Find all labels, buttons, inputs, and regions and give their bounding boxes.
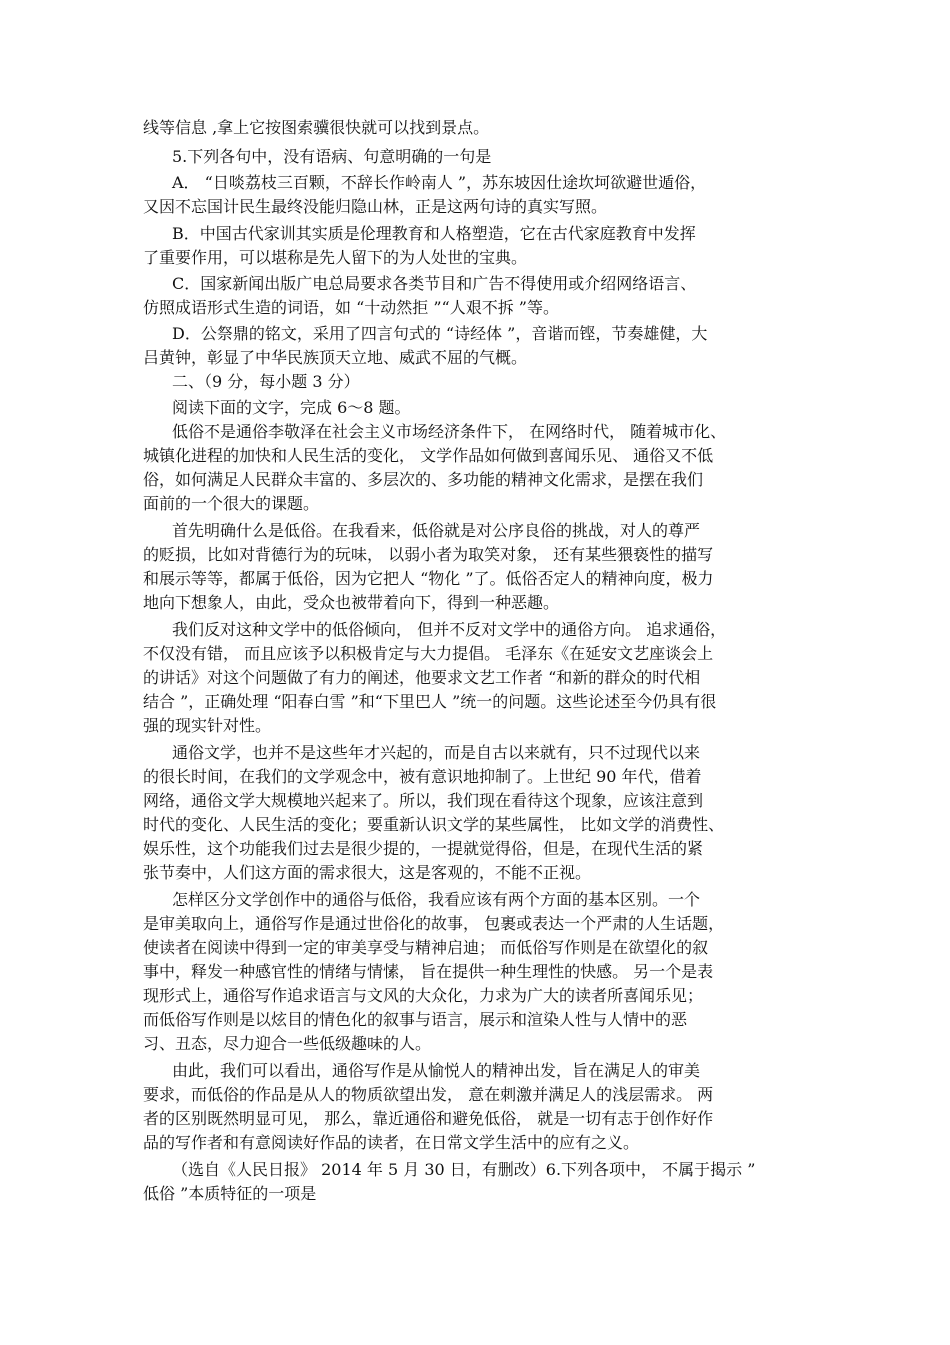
option-a-line-2: 又因不忘国计民生最终没能归隐山林，正是这两句诗的真实写照。 bbox=[143, 197, 608, 216]
passage-line: 俗，如何满足人民群众丰富的、多层次的、多功能的精神文化需求，是摆在我们 bbox=[143, 470, 704, 489]
passage-line: 怎样区分文学创作中的通俗与低俗，我看应该有两个方面的基本区别。一个 bbox=[172, 890, 701, 909]
question-6-stem: 低俗 ”本质特征的一项是 bbox=[143, 1184, 317, 1203]
passage-line: 网络，通俗文学大规模地兴起来了。所以，我们现在看待这个现象，应该注意到 bbox=[143, 791, 704, 810]
passage-line: 时代的变化、人民生活的变化；要重新认识文学的某些属性， 比如文学的消费性、 bbox=[143, 815, 725, 834]
passage-line: 面前的一个很大的课题。 bbox=[143, 494, 320, 513]
passage-line: 城镇化进程的加快和人民生活的变化， 文学作品如何做到喜闻乐见、 通俗又不低 bbox=[143, 446, 714, 465]
option-d-line-1: D．公祭鼎的铭文，采用了四言句式的 “诗经体 ”，音谐而铿，节奏雄健，大 bbox=[172, 324, 708, 343]
passage-line: 要求，而低俗的作品是从人的物质欲望出发， 意在刺激并满足人的浅层需求。 两 bbox=[143, 1085, 714, 1104]
passage-line: 事中，释发一种感官性的情绪与情愫， 旨在提供一种生理性的快感。 另一个是表 bbox=[143, 962, 714, 981]
passage-line: 而低俗写作则是以炫目的情色化的叙事与语言，展示和渲染人性与人情中的恶 bbox=[143, 1010, 688, 1029]
passage-line: 者的区别既然明显可见， 那么，靠近通俗和避免低俗， 就是一切有志于创作好作 bbox=[143, 1109, 714, 1128]
source-and-question-6: （选自《人民日报》 2014 年 5 月 30 日，有删改）6.下列各项中， 不属于揭示 ” bbox=[172, 1160, 756, 1179]
option-c-line-2: 仿照成语形式生造的词语，如 “十动然拒 ”“人艰不拆 ”等。 bbox=[143, 298, 559, 317]
passage-line: 我们反对这种文学中的低俗倾向， 但并不反对文学中的通俗方向。 追求通俗， bbox=[172, 620, 727, 639]
passage-line: 地向下想象人，由此，受众也被带着向下，得到一种恶趣。 bbox=[143, 593, 560, 612]
passage-line: 不仅没有错， 而且应该予以积极肯定与大力提倡。 毛泽东《在延安文艺座谈会上 bbox=[143, 644, 714, 663]
passage-line: 的讲话》对这个问题做了有力的阐述，他要求文艺工作者 “和新的群众的时代相 bbox=[143, 668, 701, 687]
passage-line: 品的写作者和有意阅读好作品的读者，在日常文学生活中的应有之义。 bbox=[143, 1133, 640, 1152]
passage-line: 的贬损，比如对背德行为的玩味， 以弱小者为取笑对象， 还有某些猥亵性的描写 bbox=[143, 545, 714, 564]
passage-line: 张节奏中，人们这方面的需求很大，这是客观的，不能不正视。 bbox=[143, 863, 592, 882]
passage-line: 使读者在阅读中得到一定的审美享受与精神启迪； 而低俗写作则是在欲望化的叙 bbox=[143, 938, 709, 957]
passage-line: 娱乐性，这个功能我们过去是很少提的，一提就觉得俗，但是，在现代生活的紧 bbox=[143, 839, 704, 858]
passage-line: 通俗文学，也并不是这些年才兴起的，而是自古以来就有，只不过现代以来 bbox=[172, 743, 701, 762]
option-b-line-1: B．中国古代家训其实质是伦理教育和人格塑造，它在古代家庭教育中发挥 bbox=[172, 224, 696, 243]
question-5-stem: 5.下列各句中，没有语病、句意明确的一句是 bbox=[172, 147, 492, 166]
text-line: 线等信息 ,拿上它按图索骥很快就可以找到景点。 bbox=[143, 118, 490, 137]
passage-line: 由此，我们可以看出，通俗写作是从愉悦人的精神出发，旨在满足人的审美 bbox=[172, 1061, 701, 1080]
reading-instruction: 阅读下面的文字，完成 6～8 题。 bbox=[172, 398, 411, 417]
passage-line: 现形式上，通俗写作追求语言与文风的大众化，力求为广大的读者所喜闻乐见； bbox=[143, 986, 704, 1005]
passage-line: 习、丑态，尽力迎合一些低级趣味的人。 bbox=[143, 1034, 432, 1053]
option-b-line-2: 了重要作用，可以堪称是先人留下的为人处世的宝典。 bbox=[143, 248, 528, 267]
passage-line: 是审美取向上，通俗写作是通过世俗化的故事， 包裹或表达一个严肃的人生话题， bbox=[143, 914, 725, 933]
passage-line: 首先明确什么是低俗。在我看来，低俗就是对公序良俗的挑战，对人的尊严 bbox=[172, 521, 701, 540]
option-a-line-1: A． “日啖荔枝三百颗，不辞长作岭南人 ”，苏东坡因仕途坎坷欲避世遁俗， bbox=[172, 173, 707, 192]
passage-line: 强的现实针对性。 bbox=[143, 716, 272, 735]
option-c-line-1: C．国家新闻出版广电总局要求各类节目和广告不得使用或介绍网络语言、 bbox=[172, 274, 697, 293]
passage-line: 和展示等等，都属于低俗，因为它把人 “物化 ”了。低俗否定人的精神向度，极力 bbox=[143, 569, 714, 588]
section-2-heading: 二、（9 分，每小题 3 分） bbox=[172, 372, 360, 391]
passage-line: 的很长时间，在我们的文学观念中，被有意识地抑制了。上世纪 90 年代，借着 bbox=[143, 767, 702, 786]
passage-line: 结合 ”，正确处理 “阳春白雪 ”和“下里巴人 ”统一的问题。这些论述至今仍具有很 bbox=[143, 692, 717, 711]
option-d-line-2: 吕黄钟，彰显了中华民族顶天立地、威武不屈的气概。 bbox=[143, 348, 528, 367]
passage-line: 低俗不是通俗李敬泽在社会主义市场经济条件下， 在网络时代， 随着城市化、 bbox=[172, 422, 727, 441]
